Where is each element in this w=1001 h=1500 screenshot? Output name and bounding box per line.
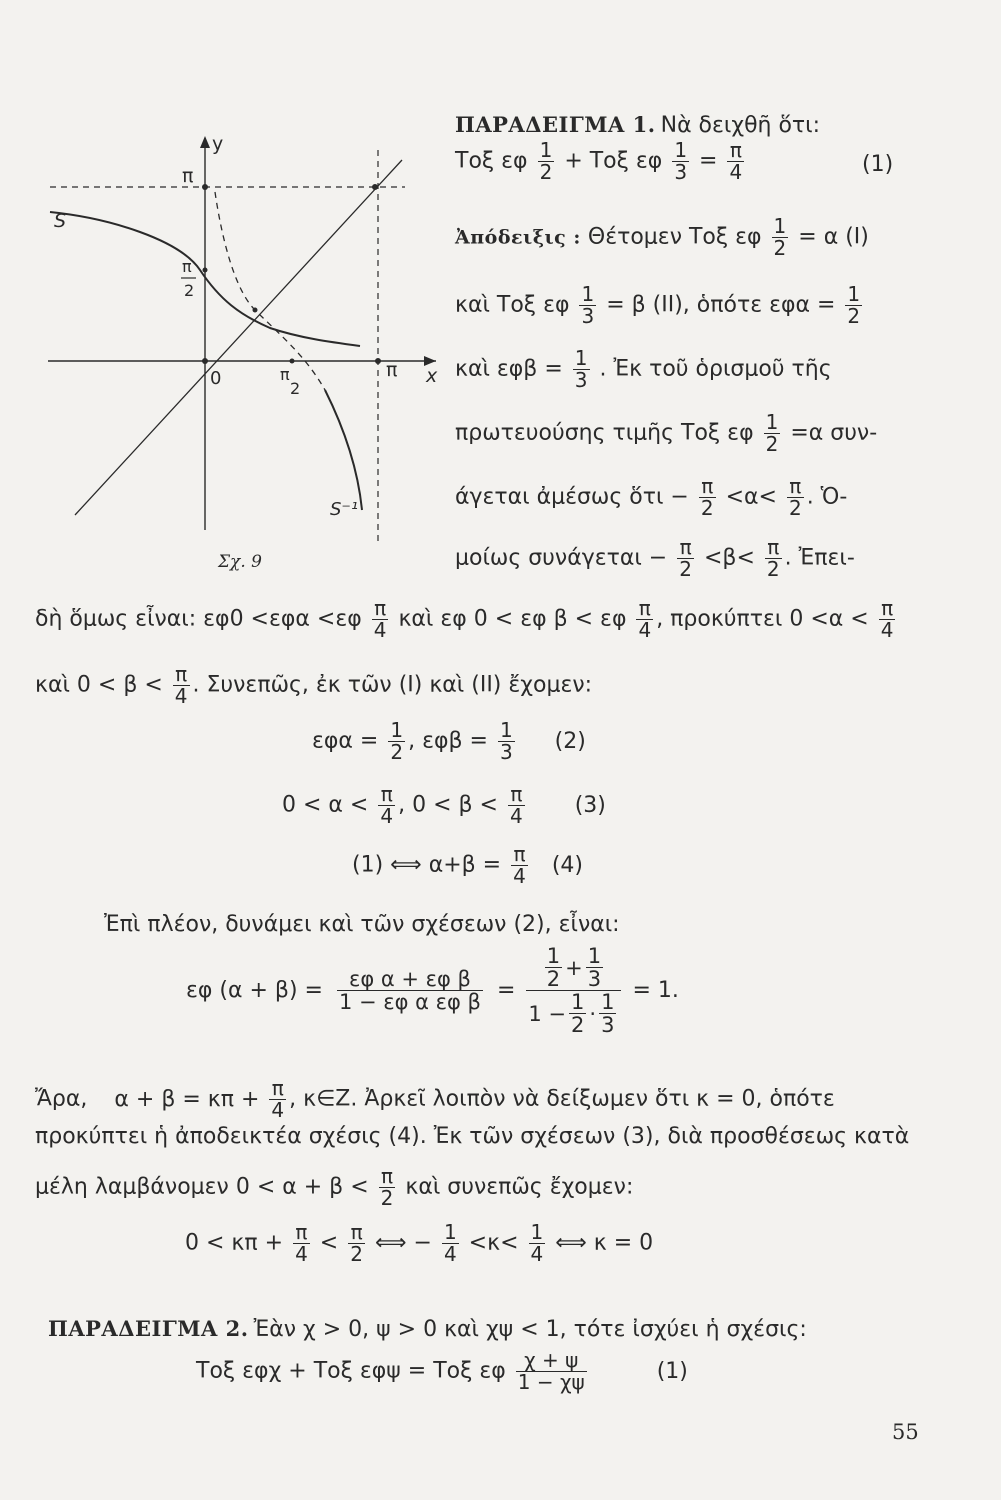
example1-heading: ΠΑΡΑΔΕΙΓΜΑ 1. <box>455 112 656 137</box>
text: εφ (α + β) = <box>186 978 323 1004</box>
text: <β< <box>703 545 755 571</box>
line-dh <box>35 598 898 641</box>
fraction: $\frac{\pi}{4}$ <box>174 662 188 708</box>
fraction: $\frac{\pi}{4}$ <box>380 782 394 828</box>
fraction: $\frac{\chi + \psi}{1 - \chi\psi}$ <box>517 1348 585 1394</box>
s-inverse-curve-dashed <box>215 192 325 390</box>
line-agetai <box>455 476 847 519</box>
proof-line <box>455 216 869 259</box>
label-pi: π <box>182 165 194 187</box>
point-corner <box>372 184 378 190</box>
text: 0 < κπ + <box>185 1230 284 1256</box>
text: μοίως συνάγεται − <box>455 545 668 571</box>
label-x: x <box>426 365 438 387</box>
label-pi2x-den: 2 <box>290 379 301 398</box>
text: . Ἐπει- <box>784 545 855 571</box>
text: = 1. <box>632 978 679 1004</box>
line-prok: προκύπτει ἡ ἀποδεικτέα σχέσις (4). Ἐκ τῶν σχέσεων (3), διὰ προσθέσεως κατὰ <box>35 1124 910 1149</box>
line-kai-1 <box>455 284 865 327</box>
fraction: $\frac{\pi}{4}$ <box>729 138 743 184</box>
text: ⟺ − <box>374 1230 432 1256</box>
figure-caption: Σχ. 9 <box>218 552 262 572</box>
fraction: $\frac{1}{2}$ + $\frac{1}{3}$ 1 − $\frac{1}{2}$ · $\frac{1}{3}$ <box>526 945 621 1036</box>
fraction: $\frac{1}{3}$ <box>674 138 688 184</box>
fraction: $\frac{1}{2}$ <box>571 990 585 1038</box>
text: 0 < α < <box>282 792 369 818</box>
text: καὶ συνεπῶς ἔχομεν: <box>405 1174 634 1200</box>
proof-eq: = α (Ι) <box>798 224 869 250</box>
text: , κ∈Ζ. Ἀρκεῖ λοιπὸν νὰ δείξωμεν ὅτι κ = 0, ὁπότε <box>289 1086 835 1112</box>
fraction: $\frac{\pi}{2}$ <box>766 535 780 581</box>
proof-label: Ἀπόδειξις : <box>455 226 581 249</box>
final-equivalence <box>185 1222 653 1265</box>
text: καὶ Τοξ εφ <box>455 292 570 318</box>
eq1-equals: = <box>699 148 718 174</box>
eq4-tag: (4) <box>551 852 583 878</box>
line-kai-2 <box>455 348 832 391</box>
fraction: $\frac{\text{εφ α + εφ β}}{\text{1 − εφ α εφ β}}$ <box>338 967 481 1015</box>
text: <κ< <box>468 1230 519 1256</box>
line-moiws <box>455 537 855 580</box>
eq1-tag: (1) <box>862 152 894 177</box>
fraction: $\frac{\pi}{2}$ <box>679 535 692 581</box>
point-pi2-y <box>203 268 208 273</box>
fraction: $\frac{1}{3}$ <box>499 718 513 764</box>
point-pi2-x <box>290 359 295 364</box>
label-origin: 0 <box>210 368 222 389</box>
text: . Συνεπῶς, ἐκ τῶν (Ι) καὶ (ΙΙ) ἔχομεν: <box>192 672 593 698</box>
line-kai-3 <box>35 664 592 707</box>
point-pi-x <box>375 358 381 364</box>
text: . Ὁ- <box>806 484 848 510</box>
equation-4 <box>352 844 583 887</box>
fraction: $\frac{1}{2}$ <box>390 718 404 764</box>
text: = <box>496 978 516 1004</box>
fraction: $\frac{\pi}{4}$ <box>295 1220 308 1266</box>
fraction: $\frac{1}{3}$ <box>574 346 588 392</box>
fraction: $\frac{\pi}{4}$ <box>509 782 523 828</box>
fraction: $\frac{1}{3}$ <box>601 990 615 1038</box>
y-axis-arrow <box>200 136 210 148</box>
text: μέλη λαμβάνομεν 0 < α + β < <box>35 1174 369 1200</box>
label-pi-x: π <box>386 359 398 381</box>
fraction: $\frac{1}{2}$ <box>765 410 779 456</box>
label-pi2x-num: π <box>280 365 290 384</box>
eq1-plus: + Τοξ εφ <box>564 148 663 174</box>
example1-intro: Νὰ δειχθῆ ὅτι: <box>660 113 821 138</box>
point-intersect <box>253 308 258 313</box>
text: ⟺ κ = 0 <box>555 1230 654 1256</box>
equation-1 <box>455 140 747 183</box>
fraction: $\frac{1}{4}$ <box>443 1220 457 1266</box>
text: (1) ⟺ α+β = <box>352 852 502 878</box>
fraction: $\frac{1}{2}$ <box>773 214 787 260</box>
label-pi2-den: 2 <box>184 281 195 300</box>
eq-tag: (1) <box>656 1358 688 1384</box>
fraction: $\frac{\pi}{4}$ <box>638 596 652 642</box>
s-inverse-curve <box>325 390 362 510</box>
label-y: y <box>212 133 224 155</box>
fraction: $\frac{1}{3}$ <box>587 944 602 992</box>
text: α + β = κπ + <box>114 1086 260 1112</box>
fraction: $\frac{1}{3}$ <box>581 282 595 328</box>
text: δὴ ὅμως εἶναι: εφ0 <εφα <εφ <box>35 606 362 632</box>
line-melh <box>35 1166 633 1209</box>
fraction: $\frac{\pi}{2}$ <box>380 1164 394 1210</box>
text: πρωτευούσης τιμῆς Τοξ εφ <box>455 420 754 446</box>
text: καὶ εφβ = <box>455 356 563 382</box>
text: =α συν- <box>790 420 878 446</box>
fraction: $\frac{\pi}{2}$ <box>700 474 714 520</box>
text: , προκύπτει 0 <α < <box>656 606 869 632</box>
eq2-tag: (2) <box>554 728 586 754</box>
text: καὶ εφ 0 < εφ β < εφ <box>398 606 627 632</box>
tan-addition <box>186 945 679 1036</box>
example2-heading: ΠΑΡΑΔΕΙΓΜΑ 2. <box>48 1316 249 1341</box>
figure-9 <box>40 130 440 590</box>
proof-text: Θέτομεν Τοξ εφ <box>587 224 762 250</box>
example2-text: Ἐὰν χ > 0, ψ > 0 καὶ χψ < 1, τότε ἰσχύει ἡ σχέσις: <box>253 1317 807 1342</box>
equation-3 <box>282 784 606 827</box>
fraction: $\frac{\pi}{4}$ <box>271 1076 285 1122</box>
line-prot <box>455 412 877 455</box>
label-s: S <box>54 210 67 232</box>
example2-header <box>48 1316 807 1342</box>
fraction: $\frac{1}{2}$ <box>539 138 553 184</box>
example1-header <box>455 112 820 138</box>
fraction: $\frac{\pi}{2}$ <box>788 474 802 520</box>
page-number: 55 <box>892 1420 919 1444</box>
text: εφα = <box>312 728 379 754</box>
text: Ἄρα, <box>35 1086 88 1112</box>
text: <α< <box>725 484 777 510</box>
label-s-inverse: S⁻¹ <box>330 499 359 520</box>
text: άγεται ἀμέσως ὅτι − <box>455 484 689 510</box>
text: καὶ 0 < β < <box>35 672 163 698</box>
line-epi: Ἐπὶ πλέον, δυνάμει καὶ τῶν σχέσεων (2), εἶναι: <box>104 912 620 937</box>
eq3-tag: (3) <box>574 792 606 818</box>
equation-2 <box>312 720 586 763</box>
label-pi2-num: π <box>182 257 192 276</box>
fraction: $\frac{\pi}{4}$ <box>513 842 526 888</box>
text: , 0 < β < <box>398 792 498 818</box>
line-arx <box>35 1078 835 1121</box>
eq1-arctan-a: Τοξ εφ <box>455 148 528 174</box>
fraction: $\frac{\pi}{2}$ <box>350 1220 363 1266</box>
point-pi-y <box>202 184 208 190</box>
text: Τοξ εφχ + Τοξ εφψ = Τοξ εφ <box>196 1358 506 1384</box>
point-origin <box>202 358 208 364</box>
fraction: $\frac{1}{2}$ <box>546 944 561 992</box>
fraction: $\frac{\pi}{4}$ <box>880 596 894 642</box>
example2-equation <box>196 1350 688 1393</box>
text: < <box>319 1230 339 1256</box>
text: . Ἐκ τοῦ ὁρισμοῦ τῆς <box>599 356 832 382</box>
fraction: $\frac{1}{4}$ <box>530 1220 544 1266</box>
text: = β (ΙΙ), ὁπότε εφα = <box>606 292 836 318</box>
text: , εφβ = <box>408 728 488 754</box>
fraction: $\frac{1}{2}$ <box>847 282 861 328</box>
fraction: $\frac{\pi}{4}$ <box>373 596 387 642</box>
